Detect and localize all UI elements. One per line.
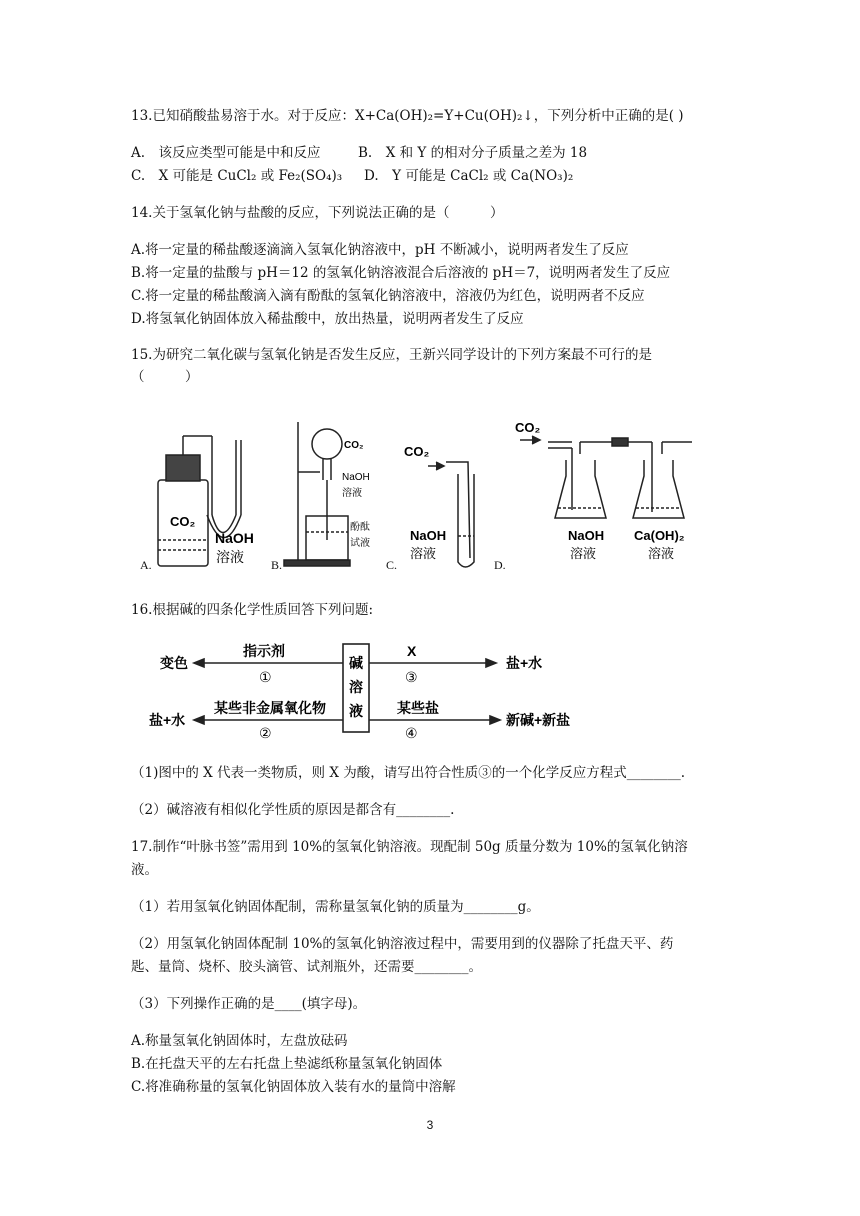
q13-option-d: D. Y 可能是 CaCl₂ 或 Ca(NO₃)₂ [364, 168, 574, 184]
right-bottom-label: 某些盐 [397, 700, 439, 716]
q17-sub1: （1）若用氢氧化钠固体配制，需称量氢氧化钠的质量为________g。 [131, 899, 540, 915]
q14-option-d: D.将氢氧化钠固体放入稀盐酸中，放出热量，说明两者发生了反应 [131, 311, 524, 327]
figure-label-a: A. [140, 558, 152, 572]
num-3: ③ [405, 669, 418, 685]
q17-option-c: C.将准确称量的氢氧化钠固体放入装有水的量筒中溶解 [131, 1079, 456, 1095]
q16-sub2: （2）碱溶液有相似化学性质的原因是都含有________. [131, 802, 455, 818]
left-top-label: 指示剂 [243, 643, 285, 659]
figure-a-naoh: NaOH [215, 530, 254, 546]
q15-apparatus-figure [0, 400, 860, 590]
right-bottom-result: 新碱+新盐 [506, 712, 571, 728]
figure-a-bottle [158, 436, 241, 566]
center-char-2: 溶 [349, 679, 363, 695]
q13-option-c: C. X 可能是 CuCl₂ 或 Fe₂(SO₄)₃ [131, 168, 343, 184]
right-top-label: X [407, 643, 417, 659]
figure-b-reagent: 试液 [350, 538, 370, 549]
center-char-3: 液 [349, 703, 363, 719]
q14-option-b: B.将一定量的盐酸与 pH＝12 的氢氧化钠溶液混合后溶液的 pH＝7，说明两者发生了反应 [131, 265, 671, 281]
figure-label-d: D. [494, 558, 506, 572]
q14-option-c: C.将一定量的稀盐酸滴入滴有酚酞的氢氧化钠溶液中，溶液仍为红色，说明两者不反应 [131, 288, 645, 304]
q13-option-b: B. X 和 Y 的相对分子质量之差为 18 [358, 145, 588, 161]
q13-option-a: A. 该反应类型可能是中和反应 [131, 145, 321, 161]
num-4: ④ [405, 725, 418, 741]
q15-stem-line2: （ ） [131, 369, 199, 385]
figure-c-naoh: NaOH [410, 528, 447, 543]
q16-base-properties-diagram [0, 632, 860, 742]
figure-d-solution-2: 溶液 [648, 546, 675, 561]
figure-b-stand [284, 422, 350, 566]
q16-stem: 16.根据碱的四条化学性质回答下列问题: [131, 602, 374, 618]
figure-d-caoh2: Ca(OH)₂ [634, 528, 685, 543]
figure-label-b: B. [271, 558, 283, 572]
q17-option-b: B.在托盘天平的左右托盘上垫滤纸称量氢氧化钠固体 [131, 1056, 443, 1072]
q17-sub2-line1: （2）用氢氧化钠固体配制 10%的氢氧化钠溶液过程中，需要用到的仪器除了托盘天平、药 [131, 936, 674, 952]
num-2: ② [259, 725, 272, 741]
figure-label-c: C. [386, 558, 398, 572]
figure-a-solution: 溶液 [216, 549, 244, 565]
q17-stem-line2: 液。 [131, 862, 158, 878]
figure-a-co2: CO₂ [170, 514, 196, 529]
figure-b-co2: CO₂ [344, 440, 364, 451]
q15-stem-line1: 15.为研究二氧化碳与氢氧化钠是否发生反应，王新兴同学设计的下列方案最不可行的是 [131, 347, 652, 363]
figure-d-co2: CO₂ [515, 420, 541, 435]
right-top-result: 盐+水 [506, 655, 543, 671]
left-top-result: 变色 [160, 655, 188, 671]
figure-d-naoh: NaOH [568, 528, 605, 543]
figure-b-phenolphthalein: 酚酞 [350, 522, 370, 533]
page-number: 3 [426, 1118, 434, 1132]
q14-option-a: A.将一定量的稀盐酸逐滴滴入氢氧化钠溶液中，pH 不断减小，说明两者发生了反应 [131, 242, 629, 258]
q13-stem: 13.已知硝酸盐易溶于水。对于反应：X+Ca(OH)₂=Y+Cu(OH)₂↓，下列分析中正确的是( ) [131, 108, 684, 124]
left-bottom-result: 盐+水 [149, 712, 186, 728]
figure-c-solution: 溶液 [410, 546, 437, 561]
figure-d-flasks [520, 436, 692, 518]
q16-sub1: （1)图中的 X 代表一类物质，则 X 为酸，请写出符合性质③的一个化学反应方程式________. [131, 765, 686, 781]
q17-stem-line1: 17.制作“叶脉书签”需用到 10%的氢氧化钠溶液。现配制 50g 质量分数为 10%的氢氧化钠溶 [131, 839, 688, 855]
q17-sub3: （3）下列操作正确的是____(填字母)。 [131, 996, 367, 1012]
figure-b-solution: 溶液 [342, 488, 362, 499]
figure-b-naoh: NaOH [342, 472, 370, 483]
left-bottom-label: 某些非金属氧化物 [214, 700, 326, 716]
figure-c-co2: CO₂ [404, 444, 430, 459]
figure-d-solution-1: 溶液 [570, 546, 597, 561]
q17-sub2-line2: 匙、量筒、烧杯、胶头滴管、试剂瓶外，还需要________。 [131, 959, 482, 975]
q17-option-a: A.称量氢氧化钠固体时，左盘放砝码 [131, 1033, 348, 1049]
num-1: ① [259, 669, 272, 685]
q14-stem: 14.关于氢氧化钠与盐酸的反应，下列说法正确的是（ ） [131, 205, 504, 221]
center-char-1: 碱 [349, 655, 363, 671]
